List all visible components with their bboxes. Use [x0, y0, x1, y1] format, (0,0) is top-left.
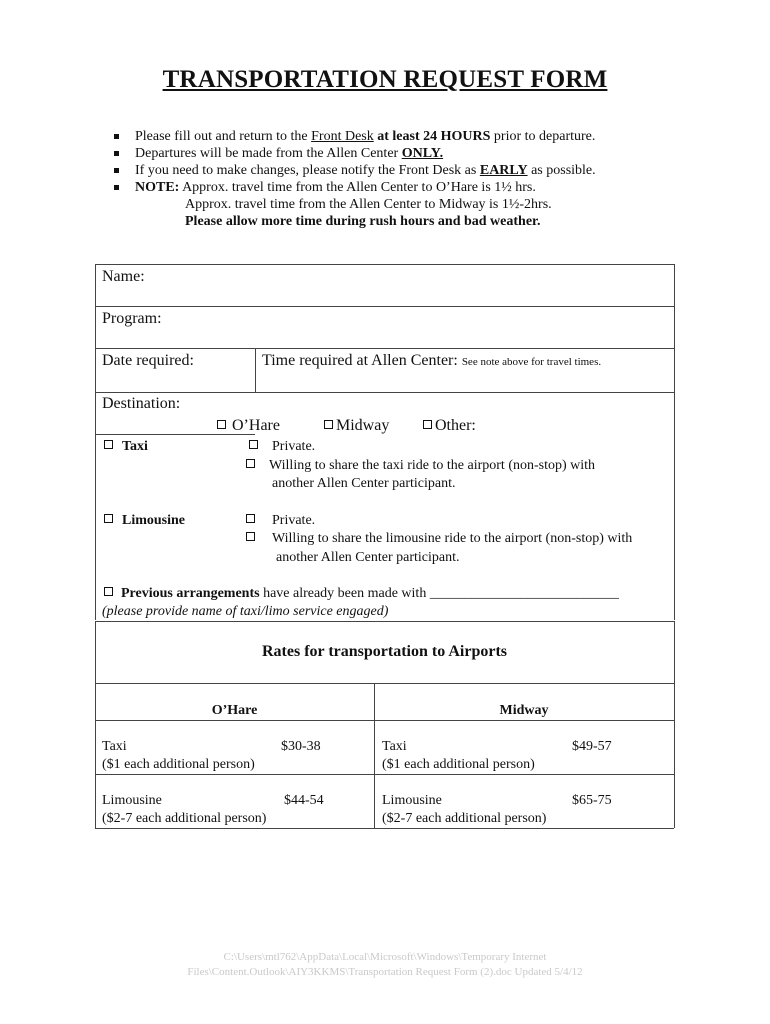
- dest-midway-option[interactable]: Midway: [324, 417, 389, 435]
- row-divider: [95, 392, 674, 393]
- ohare-limo-label: Limousine: [102, 793, 162, 808]
- rates-border-right: [674, 621, 675, 828]
- limousine-option[interactable]: Limousine: [104, 513, 185, 529]
- form-border-right: [674, 264, 675, 620]
- time-required-label: Time required at Allen Center: See note above for travel times.: [262, 352, 602, 369]
- checkbox-icon[interactable]: [104, 587, 113, 596]
- time-note: See note above for travel times.: [461, 356, 602, 368]
- checkbox-icon[interactable]: [324, 420, 333, 429]
- instruction-item: Departures will be made from the Allen Center ONLY.: [113, 145, 596, 162]
- midway-taxi-price: $49-57: [572, 739, 612, 754]
- limo-share-continuation: another Allen Center participant.: [276, 550, 460, 565]
- dest-other-option[interactable]: Other:: [423, 417, 476, 435]
- checkbox-icon[interactable]: [104, 440, 113, 449]
- rates-divider: [95, 683, 674, 684]
- midway-limo-price: $65-75: [572, 793, 612, 808]
- row-divider: [95, 348, 674, 349]
- program-label: Program:: [102, 310, 162, 327]
- limo-share-option[interactable]: Willing to share the limousine ride to the airport (non-stop) with: [246, 531, 632, 547]
- ohare-limo-price: $44-54: [284, 793, 324, 808]
- date-required-label: Date required:: [102, 352, 194, 369]
- midway-limo-label: Limousine: [382, 793, 442, 808]
- name-label: Name:: [102, 268, 145, 285]
- ohare-taxi-label: Taxi: [102, 739, 127, 754]
- midway-heading: Midway: [499, 703, 549, 718]
- form-border-left: [95, 264, 96, 620]
- bullet-icon: [114, 185, 119, 190]
- midway-limo-extra: ($2-7 each additional person): [382, 811, 547, 826]
- rates-border-bottom: [95, 828, 674, 829]
- form-title: TRANSPORTATION REQUEST FORM: [162, 66, 608, 93]
- rates-title: Rates for transportation to Airports: [261, 643, 507, 660]
- limo-private-option[interactable]: Private.: [246, 513, 315, 529]
- instruction-item: If you need to make changes, please notify the Front Desk as EARLY as possible.: [113, 162, 596, 179]
- previous-arrangements-note: (please provide name of taxi/limo service engaged): [102, 604, 389, 619]
- ohare-limo-extra: ($2-7 each additional person): [102, 811, 267, 826]
- instructions-list: [113, 128, 596, 230]
- checkbox-icon[interactable]: [246, 459, 255, 468]
- checkbox-icon[interactable]: [246, 532, 255, 541]
- file-path-footer: C:\Users\mtl762\AppData\Local\Microsoft\Windows\Temporary Internet Files\Content.Outlook\AIY3KKMS\Transportation Request Form (2).doc Updated 5/4/12: [187, 951, 583, 978]
- bullet-icon: [114, 151, 119, 156]
- checkbox-icon[interactable]: [104, 514, 113, 523]
- checkbox-icon[interactable]: [249, 440, 258, 449]
- row-divider: [95, 306, 674, 307]
- checkbox-icon[interactable]: [217, 420, 226, 429]
- bullet-icon: [114, 168, 119, 173]
- taxi-share-continuation: another Allen Center participant.: [272, 476, 456, 491]
- taxi-private-option[interactable]: Private.: [249, 439, 315, 455]
- checkbox-icon[interactable]: [423, 420, 432, 429]
- checkbox-icon[interactable]: [246, 514, 255, 523]
- taxi-option[interactable]: Taxi: [104, 439, 148, 455]
- destination-label: Destination:: [102, 395, 181, 412]
- instruction-item: Please fill out and return to the Front Desk at least 24 HOURS prior to departure.: [113, 128, 596, 145]
- instruction-item: NOTE: Approx. travel time from the Allen Center to O’Hare is 1½ hrs.: [113, 179, 596, 196]
- ohare-taxi-price: $30-38: [281, 739, 321, 754]
- bullet-icon: [114, 134, 119, 139]
- instruction-continuation-bold: Please allow more time during rush hours and bad weather.: [185, 214, 541, 229]
- ohare-taxi-extra: ($1 each additional person): [102, 757, 255, 772]
- front-desk-text: Front Desk: [311, 129, 374, 144]
- form-border-top: [95, 264, 674, 265]
- dest-ohare-option[interactable]: O’Hare: [217, 417, 280, 435]
- midway-taxi-extra: ($1 each additional person): [382, 757, 535, 772]
- rates-divider: [95, 720, 674, 721]
- instruction-continuation: Approx. travel time from the Allen Center to Midway is 1½-2hrs.: [185, 197, 552, 212]
- midway-taxi-label: Taxi: [382, 739, 407, 754]
- previous-arrangements-option[interactable]: Previous arrangements have already been made with ___________________________: [104, 586, 619, 602]
- taxi-share-option[interactable]: Willing to share the taxi ride to the airport (non-stop) with: [246, 458, 595, 474]
- rates-border-top: [95, 621, 674, 622]
- rates-divider: [95, 774, 674, 775]
- ohare-heading: O’Hare: [211, 703, 258, 718]
- date-time-divider: [255, 348, 256, 392]
